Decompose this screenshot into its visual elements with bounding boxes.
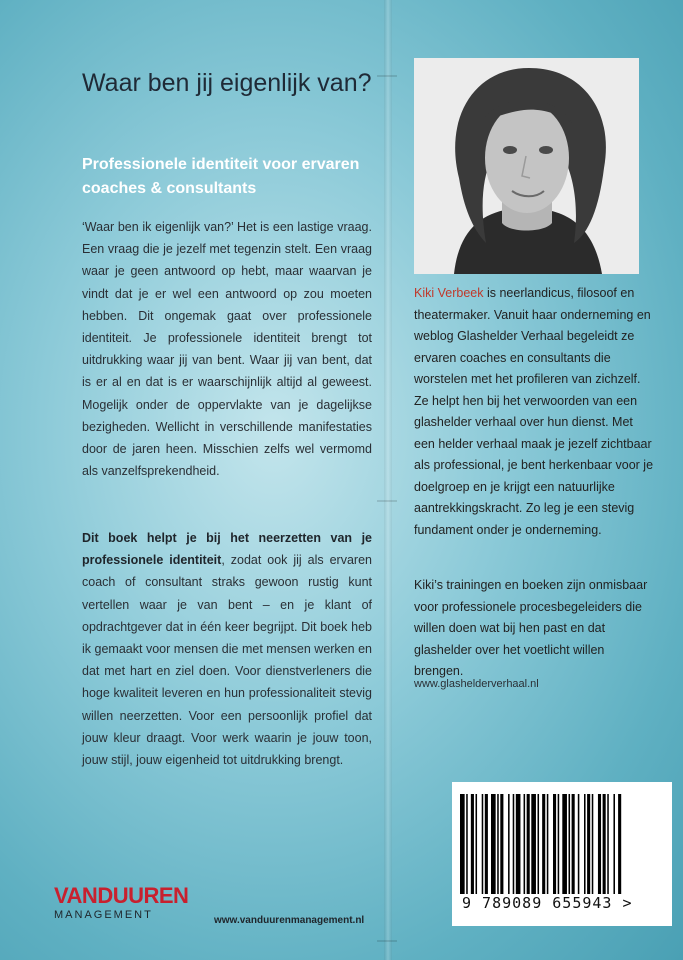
barcode-bar [558,794,560,894]
barcode-bar [553,794,556,894]
barcode-bar [598,794,601,894]
isbn-barcode [452,782,672,926]
author-bio [414,283,654,541]
barcode-bar [466,794,468,894]
description-rest: , zodat ook jij als ervaren coach of consultant straks gewoon rustig kunt vertellen waar je van bent – en je klant of opdrachtgever dat in één keer begrijpt. Dit boek heb ik gemaakt voor mensen die met mensen werken en dat met hart en ziel doen. Voor dienstverleners die hoge kwaliteit leveren en hun professionaliteit stevig willen neerzetten. Voor een persoonlijk profiel dat jouw kleur draagt. Voor werk waarin je jouw toon, jouw stijl, jouw eigenheid tot uitdrukking brengt. [82,553,372,768]
isbn-number: 9 789089 655943 > [462,894,633,912]
barcode-bar [592,794,594,894]
author-bio-text: is neerlandicus, filosoof en theatermaker. Vanuit haar onderneming en weblog Glashelder Verhaal begeleidt ze ervaren coaches en consultants die worstelen met het profileren van zichzelf. Ze helpt hen bij het verwoorden van een glashelder verhaal over hun dienst. Met een helder verhaal maak je jezelf zichtbaar als professional, je bent herkenbaar voor je doelgroep en je krijgt een natuurlijke aantrekkingskracht. Zo leg je een stevig fundament onder je onderneming. [414,286,654,537]
description-paragraph [82,527,372,771]
barcode-bar [524,794,526,894]
barcode-bar [578,794,580,894]
barcode-bar [476,794,478,894]
author-photo [414,58,639,274]
barcode-bar [569,794,571,894]
barcode-bar [587,794,590,894]
book-subtitle: Professionele identiteit voor ervaren coaches & consultants [82,156,360,197]
author-trainings: Kiki’s trainingen en boeken zijn onmisbaar voor professionele procesbegeleiders die willen doen wat bij hen past en dat glashelder over het voetlicht willen brengen. [414,578,648,678]
barcode-bar [584,794,586,894]
barcode-bar [491,794,496,894]
author-name: Kiki Verbeek [414,286,484,300]
book-spine-fold [384,0,392,960]
barcode-bar [497,794,499,894]
barcode-bar [572,794,575,894]
barcode-bar [508,794,510,894]
barcode-bar [538,794,540,894]
fold-crease [377,940,397,942]
publisher-logo-subtitle: MANAGEMENT [54,909,153,921]
author-website: www.glashelderverhaal.nl [414,678,539,690]
barcode-bar [542,794,545,894]
barcode-bar [531,794,536,894]
barcode-bar [618,794,621,894]
barcode-bar [613,794,615,894]
barcode-bar [482,794,484,894]
author-portrait-illustration [414,58,639,274]
book-title: Waar ben jij eigenlijk van? [82,69,372,97]
barcode-bar [607,794,609,894]
fold-crease [377,500,397,502]
barcode-bar [471,794,474,894]
barcode-bar [516,794,521,894]
intro-paragraph: ‘Waar ben ik eigenlijk van?’ Het is een lastige vraag. Een vraag die je jezelf met tegenzin stelt. Een vraag waar je geen antwoord op hebt, maar waarvan je vindt dat je er wel een antwoord op zou moeten hebben. Dit ongemak gaat over professionele identiteit. Je professionele identiteit brengt tot uitdrukking waar jij van bent. Waar jij van bent, dat is er al en dat is er waarschijnlijk altijd al geweest. Mogelijk onder de oppervlakte van je dagelijkse bezigheden. Wellicht in verschillende manifestaties door de jaren heen. Misschien zelfs wel vermomd als vanzelfsprekendheid. [82,220,372,479]
barcode-bar [485,794,488,894]
barcode-bar [527,794,530,894]
publisher-logo-name: VANDUUREN [54,883,189,908]
description-bold-lead: Dit boek helpt je bij het neerzetten van je professionele identiteit [82,531,372,568]
barcode-bar [562,794,567,894]
barcode-bar [500,794,503,894]
barcode-bar [547,794,549,894]
barcode-bar [603,794,606,894]
fold-crease [377,75,397,77]
barcode-bar [460,794,465,894]
barcode-bars [460,794,664,894]
barcode-bar [513,794,515,894]
publisher-logo [54,885,188,921]
publisher-url: www.vanduurenmanagement.nl [214,915,365,926]
